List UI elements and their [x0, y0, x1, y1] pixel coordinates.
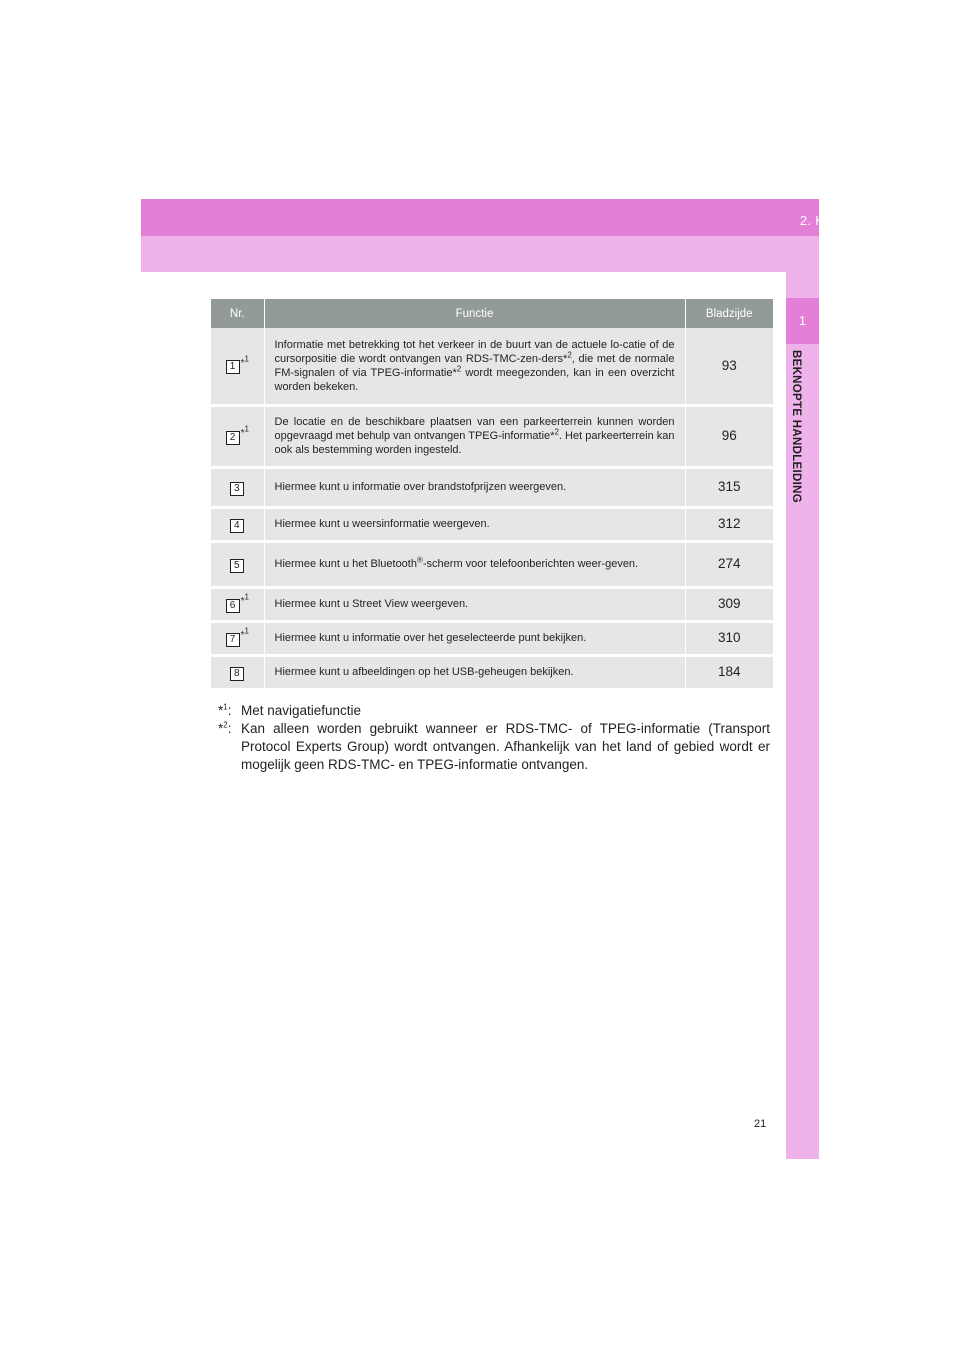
- number-box: 4: [230, 519, 244, 533]
- footnote-text: Met navigatiefunctie: [241, 703, 362, 718]
- page-reference[interactable]: 312: [685, 507, 773, 541]
- section-title: 2. KORTE UITLEG: [799, 213, 914, 228]
- table-row: [211, 587, 773, 621]
- row-number-cell: [211, 405, 264, 467]
- function-cell: Informatie met betrekking tot het verkeer in de buurt van de actuele lo-catie of de cursorpositie die wordt ontvangen van RDS-TMC-zen-ders*$^2$, die met de normale FM-signalen of via TPEG-informatie*$^2$ wordt meegezonden, kan in een overzicht worden bekeken.: [264, 328, 685, 405]
- function-cell: Hiermee kunt u het Bluetooth®-scherm voor telefoonberichten weer-geven.: [264, 541, 685, 587]
- page-reference[interactable]: 96: [685, 405, 773, 467]
- column-header-page: Bladzijde: [685, 299, 773, 328]
- row-number-cell: [211, 621, 264, 655]
- number-box: 1: [226, 360, 240, 374]
- chapter-number: 1: [798, 313, 807, 328]
- table-row: [211, 621, 773, 655]
- chapter-label: BEKNOPTE HANDLEIDING: [790, 350, 802, 503]
- function-cell: Hiermee kunt u weersinformatie weergeven.: [264, 507, 685, 541]
- header-band: [141, 199, 819, 236]
- row-number-cell: [211, 328, 264, 405]
- table-row: [211, 655, 773, 689]
- page-reference[interactable]: 315: [685, 467, 773, 507]
- page-reference[interactable]: 309: [685, 587, 773, 621]
- table-row: [211, 405, 773, 467]
- number-box: 8: [230, 667, 244, 681]
- page-reference[interactable]: 274: [685, 541, 773, 587]
- number-box: 7: [226, 633, 240, 647]
- row-number-cell: [211, 467, 264, 507]
- footnotes: [218, 702, 770, 774]
- header-subband: [141, 236, 819, 272]
- number-box: 2: [226, 431, 240, 445]
- table-row: [211, 467, 773, 507]
- footnote-mark: *$^1$: [240, 593, 249, 608]
- table-row: [211, 541, 773, 587]
- column-header-function: Functie: [264, 299, 685, 328]
- footnote-mark: *$^1$: [240, 627, 249, 642]
- footnote: [218, 720, 770, 774]
- footnote-text: Kan alleen worden gebruikt wanneer er RDS-TMC- of TPEG-informatie (Transport Protocol Experts Group) wordt ontvangen. Afhankelijk van het land of gebied wordt er mogelijk geen RDS-TMC- en TPEG-informatie ontvangen.: [241, 721, 770, 772]
- column-header-nr: Nr.: [211, 299, 264, 328]
- function-cell: Hiermee kunt u Street View weergeven.: [264, 587, 685, 621]
- table-row: [211, 328, 773, 405]
- function-cell: Hiermee kunt u afbeeldingen op het USB-geheugen bekijken.: [264, 655, 685, 689]
- table-row: [211, 507, 773, 541]
- footnote-mark: *$^1$:: [218, 702, 232, 718]
- page-number: 21: [754, 1118, 767, 1130]
- number-box: 6: [226, 599, 240, 613]
- footnote: [218, 702, 770, 720]
- table-header-row: [211, 299, 773, 328]
- page-reference[interactable]: 184: [685, 655, 773, 689]
- row-number-cell: [211, 507, 264, 541]
- function-cell: Hiermee kunt u informatie over het geselecteerde punt bekijken.: [264, 621, 685, 655]
- footnote-mark: *$^2$:: [218, 720, 232, 736]
- function-cell: De locatie en de beschikbare plaatsen van een parkeerterrein kunnen worden opgevraagd met behulp van ontvangen TPEG-informatie*$^2$. Het parkeerterrein kan ook als bestemming worden ingesteld.: [264, 405, 685, 467]
- function-cell: Hiermee kunt u informatie over brandstofprijzen weergeven.: [264, 467, 685, 507]
- function-table: [211, 299, 773, 691]
- row-number-cell: [211, 655, 264, 689]
- footnote-mark: *$^1$: [240, 354, 249, 370]
- page-reference[interactable]: 93: [685, 328, 773, 405]
- row-number-cell: [211, 541, 264, 587]
- number-box: 3: [230, 482, 244, 496]
- footnote-mark: *$^1$: [240, 425, 249, 440]
- row-number-cell: [211, 587, 264, 621]
- number-box: 5: [230, 559, 244, 573]
- page-reference[interactable]: 310: [685, 621, 773, 655]
